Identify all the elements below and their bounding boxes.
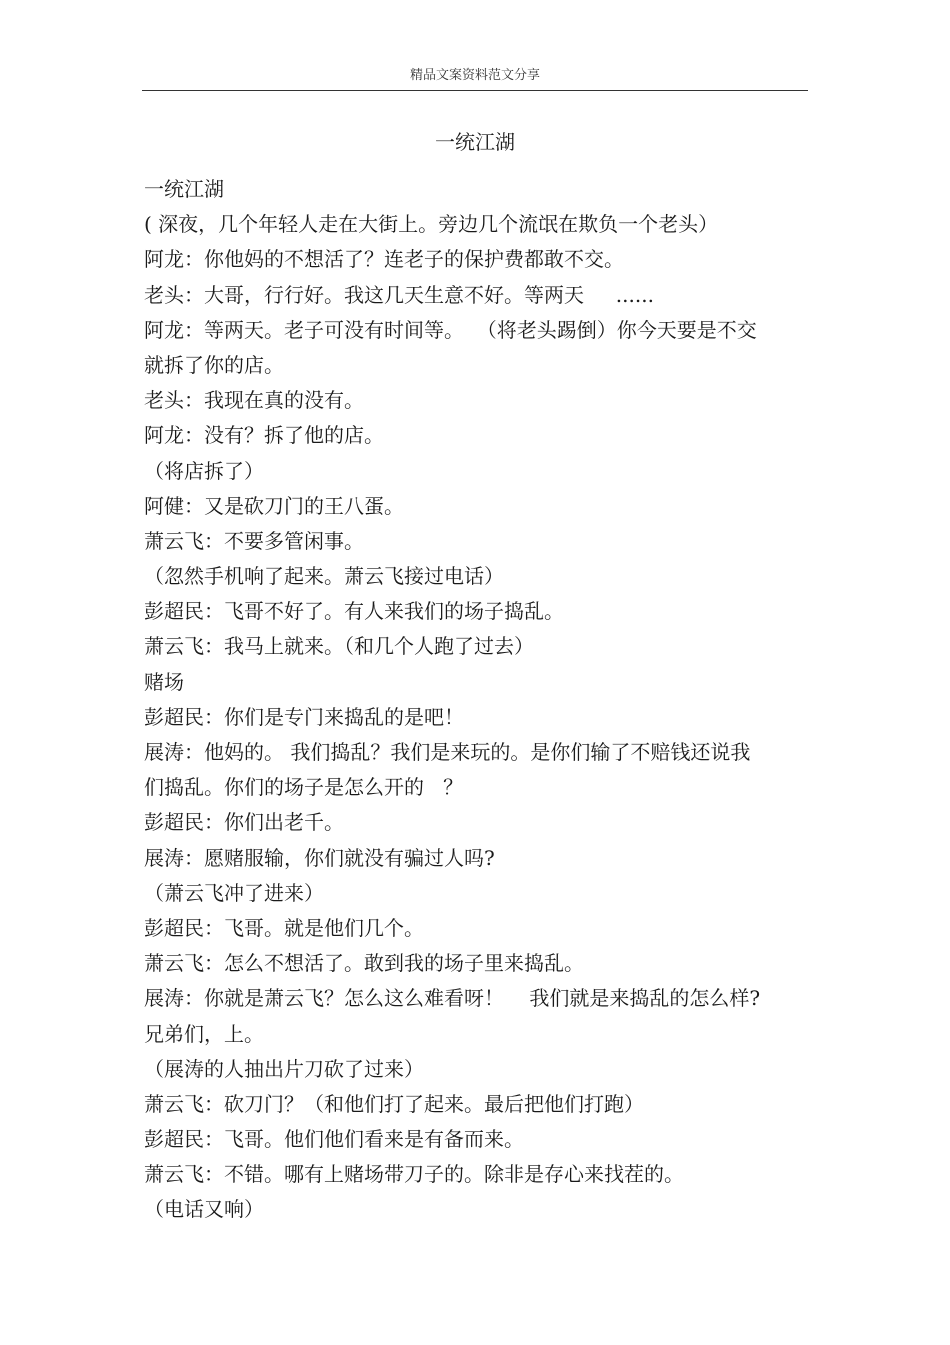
script-line: 老头：大哥，行行好。我这几天生意不好。等两天 ...... [144, 282, 654, 307]
script-line: 们捣乱。你们的场子是怎么开的 ？ [144, 775, 464, 800]
script-line: （萧云飞冲了进来） [144, 880, 324, 905]
document-title: 一统江湖 [435, 130, 515, 154]
script-line: 赌场 [144, 669, 184, 694]
script-line: 彭超民：飞哥。就是他们几个。 [144, 915, 424, 940]
script-line: 彭超民：飞哥。他们他们看来是有备而来。 [144, 1127, 524, 1152]
script-line: （忽然手机响了起来。萧云飞接过电话） [144, 564, 504, 589]
script-line: 阿龙：没有？拆了他的店。 [144, 423, 384, 448]
script-line: 老头：我现在真的没有。 [144, 388, 364, 413]
script-line: 展涛：你就是萧云飞？怎么这么难看呀！ 我们就是来捣乱的怎么样? [144, 986, 761, 1011]
script-line: 兄弟们，上。 [144, 1021, 264, 1046]
script-body [144, 172, 804, 1228]
script-line: （将店拆了） [144, 458, 264, 483]
script-line: ( 深夜，几个年轻人走在大街上。旁边几个流氓在欺负一个老头） [144, 212, 719, 237]
script-line: 萧云飞：不要多管闲事。 [144, 528, 364, 553]
script-line: 展涛：愿赌服输，你们就没有骗过人吗? [144, 845, 495, 870]
header-divider [142, 90, 808, 91]
script-line: （展涛的人抽出片刀砍了过来） [144, 1056, 424, 1081]
script-line: 萧云飞：砍刀门？（和他们打了起来。最后把他们打跑） [144, 1091, 644, 1116]
script-line: 展涛：他妈的。 我们捣乱？我们是来玩的。是你们输了不赔钱还说我 [144, 740, 751, 764]
script-line: 萧云飞：我马上就来。（和几个人跑了过去） [144, 634, 534, 659]
script-line: 阿龙：你他妈的不想活了？连老子的保护费都敢不交。 [144, 247, 624, 272]
script-line: 就拆了你的店。 [144, 352, 284, 377]
page-header: 精品文案资料范文分享 [409, 68, 540, 83]
script-line: 萧云飞：怎么不想活了。敢到我的场子里来捣乱。 [144, 951, 584, 976]
script-line: 彭超民：你们是专门来捣乱的是吧！ [144, 704, 464, 729]
script-line: （电话又响） [144, 1197, 264, 1222]
script-line: 彭超民：飞哥不好了。有人来我们的场子捣乱。 [144, 599, 564, 624]
script-line: 阿健：又是砍刀门的王八蛋。 [144, 493, 404, 518]
script-line: 一统江湖 [144, 177, 224, 201]
script-line: 彭超民：你们出老千。 [144, 810, 344, 835]
script-line: 阿龙：等两天。老子可没有时间等。 （将老头踢倒）你今天要是不交 [144, 317, 757, 342]
script-line: 萧云飞：不错。哪有上赌场带刀子的。除非是存心来找茬的。 [144, 1162, 684, 1187]
